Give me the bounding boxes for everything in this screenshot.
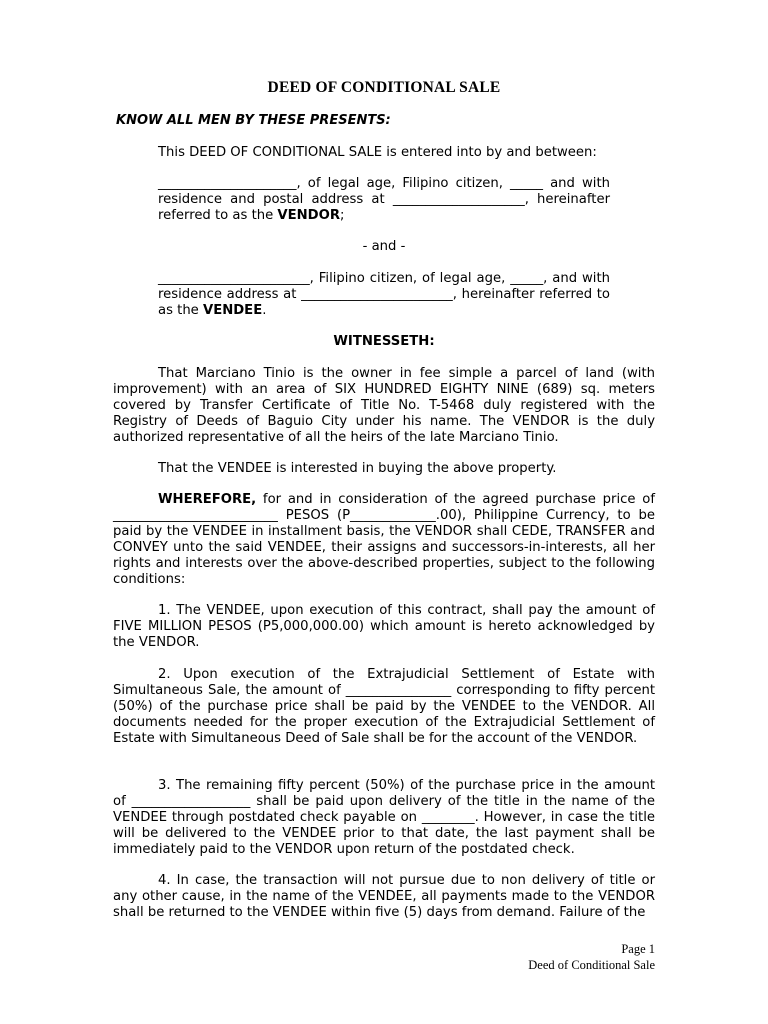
page-number: Page 1 xyxy=(621,942,655,956)
wherefore-lead: WHEREFORE, xyxy=(158,492,257,507)
vendee-end: . xyxy=(262,303,267,318)
vendor-text: _____________________, of legal age, Filipino citizen, _____ and with residence and postal address at ____________________, hereinafter referred to as the xyxy=(158,176,610,223)
vendee-paragraph xyxy=(158,271,610,319)
condition-1: 1. The VENDEE, upon execution of this contract, shall pay the amount of FIVE MILLION PESOS (P5,000,000.00) which amount is hereto acknowledged by the VENDOR. xyxy=(113,603,655,650)
vendor-paragraph xyxy=(158,176,610,224)
condition-4: 4. In case, the transaction will not pursue due to non delivery of title or any other cause, in the name of the VENDEE, all payments made to the VENDOR shall be returned to the VENDEE within five (5) days from demand. Failure of the xyxy=(113,873,655,920)
intro-paragraph: This DEED OF CONDITIONAL SALE is entered into by and between: xyxy=(158,145,597,160)
condition-2: 2. Upon execution of the Extrajudicial Settlement of Estate with Simultaneous Sale, the amount of ________________ corresponding to fifty percent (50%) of the purchase price shall be paid by the VENDEE to the VENDOR. All documents needed for the proper execution of the Extrajudicial Settlement of Estate with Simultaneous Deed of Sale shall be for the account of the VENDOR. xyxy=(113,667,655,746)
page-footer xyxy=(528,941,655,973)
condition-3: 3. The remaining fifty percent (50%) of the purchase price in the amount of __________________ shall be paid upon delivery of the title in the name of the VENDEE through postdated check payable on ________. However, in case the title will be delivered to the VENDEE prior to that date, the last payment shall be immediately paid to the VENDOR upon return of the postdated check. xyxy=(113,778,655,857)
know-all-men-heading: KNOW ALL MEN BY THESE PRESENTS: xyxy=(116,113,391,128)
vendee-text: _______________________, Filipino citizen, of legal age, _____, and with residence address at _______________________, hereinafter referred to as the xyxy=(158,271,610,318)
interest-paragraph: That the VENDEE is interested in buying the above property. xyxy=(158,461,557,476)
vendor-role: VENDOR xyxy=(277,208,340,223)
wherefore-text: for and in consideration of the agreed purchase price of _________________________ PESOS (P_____________.00), Philippine Currency, to be paid by the VENDEE in installment basis, the VENDOR shall CEDE, TRANSFER and CONVEY unto the said VENDEE, their assigns and successors-in-interests, all her rights and interests over the above-described properties, subject to the following conditions: xyxy=(113,492,655,587)
witnesseth-heading: WITNESSETH: xyxy=(333,334,435,349)
footer-document-name: Deed of Conditional Sale xyxy=(528,958,655,972)
owner-paragraph: That Marciano Tinio is the owner in fee simple a parcel of land (with improvement) with an area of SIX HUNDRED EIGHTY NINE (689) sq. meters covered by Transfer Certificate of Title No. T-5468 duly registered with the Registry of Deeds of Baguio City under his name. The VENDOR is the duly authorized representative of all the heirs of the late Marciano Tinio. xyxy=(113,366,655,445)
vendee-role: VENDEE xyxy=(202,303,263,318)
vendor-end: ; xyxy=(340,208,345,223)
document-title: DEED OF CONDITIONAL SALE xyxy=(267,79,501,96)
and-separator: - and - xyxy=(362,239,406,254)
wherefore-paragraph xyxy=(113,492,655,588)
